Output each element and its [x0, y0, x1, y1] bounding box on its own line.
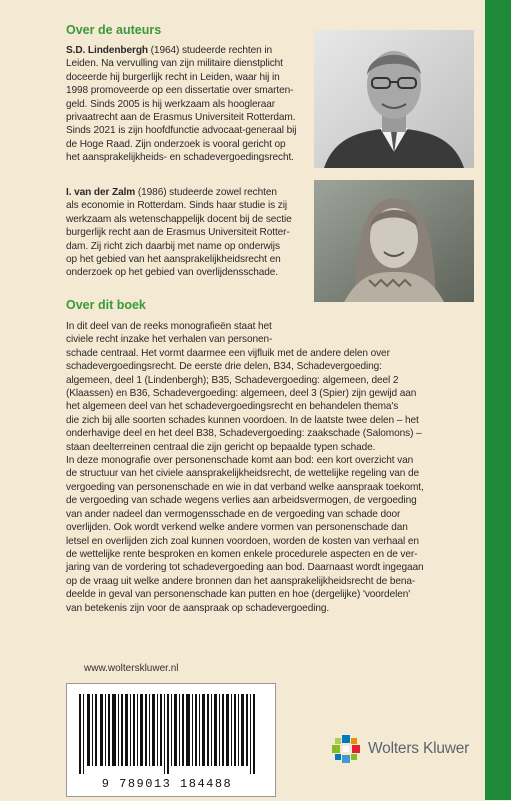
author1-bio — [66, 44, 316, 165]
author1-name: S.D. Lindenbergh — [66, 45, 148, 56]
author1-photo — [314, 30, 474, 168]
wolters-kluwer-mark-icon — [330, 733, 362, 765]
barcode — [66, 683, 276, 797]
author1-text: (1964) studeerde rechten in Leiden. Na vervulling van zijn militaire dienstplicht doceerde hij burgerlijk recht in Leiden, waar hij in 1998 promoveerde op een dissertatie over smarten- geld. Sinds 2005 is hij werkzaam als hoogleraar privaatrecht aan de Erasmus Universiteit Rotterdam. Sinds 2021 is zijn hoofdfunctie advocaat-generaal bij de Hoge Raad. Zijn onderzoek is vooral gericht op het aansprakelijkheids- en schadevergoedingsrecht. — [66, 45, 297, 164]
cover-spine — [485, 0, 511, 800]
author2-bio — [66, 186, 316, 280]
publisher-name: Wolters Kluwer — [368, 740, 470, 757]
author2-text: (1986) studeerde zowel rechten als economie in Rotterdam. Sinds haar studie is zij werkzaam als wetenschappelijk docent bij de sectie burgerlijk recht aan de Erasmus Universiteit Rotter- dam. Zij richt zich daarbij met name op onderwijs op het gebied van het aansprakelijkheidsrecht en onderzoek op het gebied van overlijdensschade. — [66, 187, 292, 279]
publisher-logo — [330, 733, 469, 765]
author2-name: I. van der Zalm — [66, 187, 136, 198]
barcode-number: 9 789013 184488 — [101, 777, 233, 791]
website-url: www.wolterskluwer.nl — [84, 663, 179, 674]
author2-photo — [314, 180, 474, 302]
authors-heading: Over de auteurs — [66, 23, 162, 37]
book-description: In dit deel van de reeks monografieën staat het civiele recht inzake het verhalen van personen- schade centraal. Het vormt daarmee een vijfluik met de andere delen over schadevergoedingsrecht. De eerste drie delen, B34, Schadevergoeding: algemeen, deel 1 (Lindenbergh); B35, Schadevergoeding: algemeen, deel 2 (Klaassen) en B36, Schadevergoeding: algemeen, deel 3 (Spier) zijn gewijd aan het algemeen deel van het schadevergoedingsrecht en behandelen thema's die zich bij alle soorten schades kunnen voordoen. In de laatste twee delen – het onderhavige deel en het deel B38, Schadevergoeding: zaakschade (Salomons) – staan deelterreinen centraal die zijn gericht op bepaalde typen schade. In deze monografie over personenschade komt aan bod: een kort overzicht van de structuur van het civiele aansprakelijkheidsrecht, de wettelijke regeling van de vergoeding van personenschade en wie in dat verband welke aanspraak toekomt, de vergoeding van schade wegens verlies aan arbeidsvermogen, de vergoeding van ander nadeel dan vermogensschade en de vergoeding van schade door overlijden. Ook wordt verkend welke andere vormen van personenschade dan letsel en overlijden zich zoal kunnen voordoen, worden de kosten van verhaal en de wettelijke rente besproken en komen enkele procedurele aspecten en de ver- jaring van de vordering tot schadevergoeding aan bod. Daarnaast wordt ingegaan op de vraag uit welke andere bronnen dan het aansprakelijkheidsrecht de bena- deelde in geval van personenschade kan putten en hoe (dergelijke) 'voordelen' van betekenis zijn voor de aanspraak op schadevergoeding. — [66, 321, 424, 614]
book-heading: Over dit boek — [66, 298, 146, 312]
